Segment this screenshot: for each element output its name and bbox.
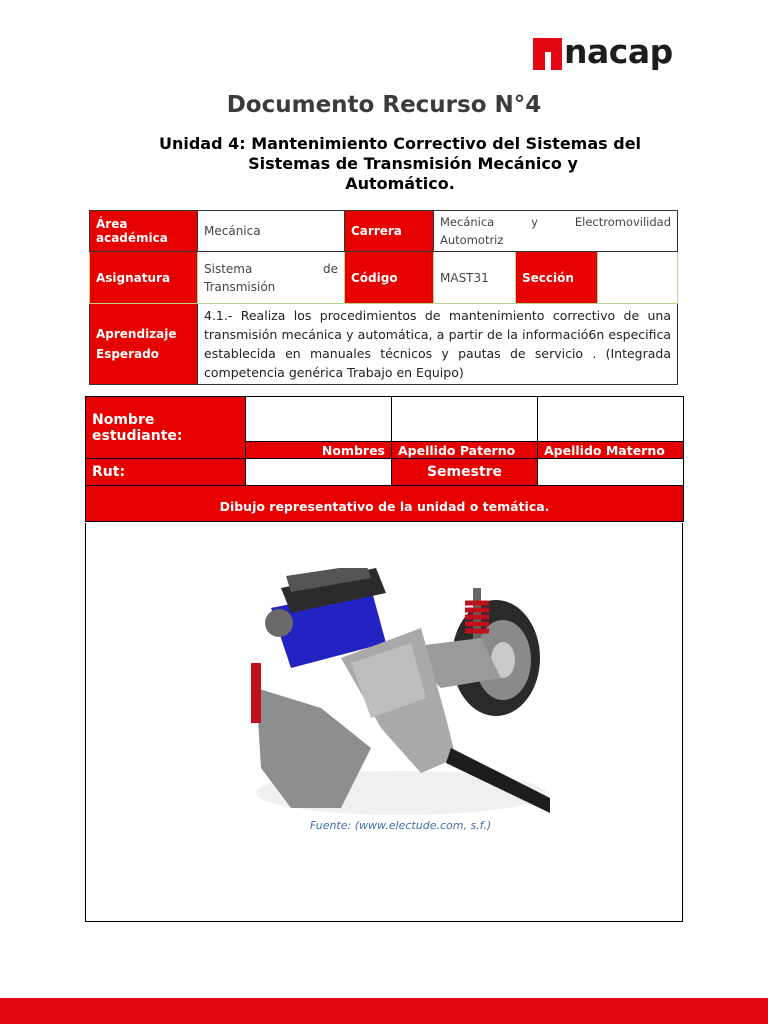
asignatura-label: Asignatura [90,252,198,304]
rut-label: Rut: [86,459,246,486]
subtitle-line-3: Automático. [345,174,455,193]
apellido-paterno-input[interactable] [392,397,538,442]
nombre-label: Nombre estudiante: [86,397,246,459]
semestre-label: Semestre [392,459,538,486]
figure-caption: Fuente: (www.electude.com, s.f.) [309,819,492,832]
subtitle-line-1: Unidad 4: Mantenimiento Correctivo del Sistemas del [158,134,642,153]
logo-text: nacap [564,32,673,71]
logo-mark [533,38,562,70]
course-info-table [89,210,678,385]
transmission-illustration [251,568,550,817]
asignatura-value: Sistema de Transmisión [198,252,345,304]
carrera-label: Carrera [345,211,434,252]
codigo-label: Código [345,252,434,304]
drawing-header: Dibujo representativo de la unidad o temática. [86,486,684,522]
student-table [85,396,684,522]
footer-bar [0,998,768,1024]
codigo-value: MAST31 [434,252,516,304]
nombres-header: Nombres [246,442,392,459]
apellido-materno-header: Apellido Materno [538,442,684,459]
aprendizaje-label: Aprendizaje Esperado [90,304,198,385]
rut-input[interactable] [246,459,392,486]
area-value: Mecánica [198,211,345,252]
document-title: Documento Recurso N°4 [226,92,542,118]
aprendizaje-value: 4.1.- Realiza los procedimientos de mantenimiento correctivo de una transmisión mecánica y automática, a partir de la informació6n especifica establecida en manuales técnicos y pautas de servicio . (Integrada competencia genérica Trabajo en Equipo) [198,304,678,385]
apellido-materno-input[interactable] [538,397,684,442]
semestre-input[interactable] [538,459,684,486]
subtitle-line-2: Sistemas de Transmisión Mecánico y [248,154,578,173]
apellido-paterno-header: Apellido Paterno [392,442,538,459]
carrera-value-text: Mecánica y Electromovilidad Automotriz [440,215,672,247]
nombres-input[interactable] [246,397,392,442]
document-subtitle [120,134,680,194]
seccion-label: Sección [516,252,598,304]
seccion-value [598,252,678,304]
carrera-value [434,211,678,252]
area-label: Área académica [90,211,198,252]
